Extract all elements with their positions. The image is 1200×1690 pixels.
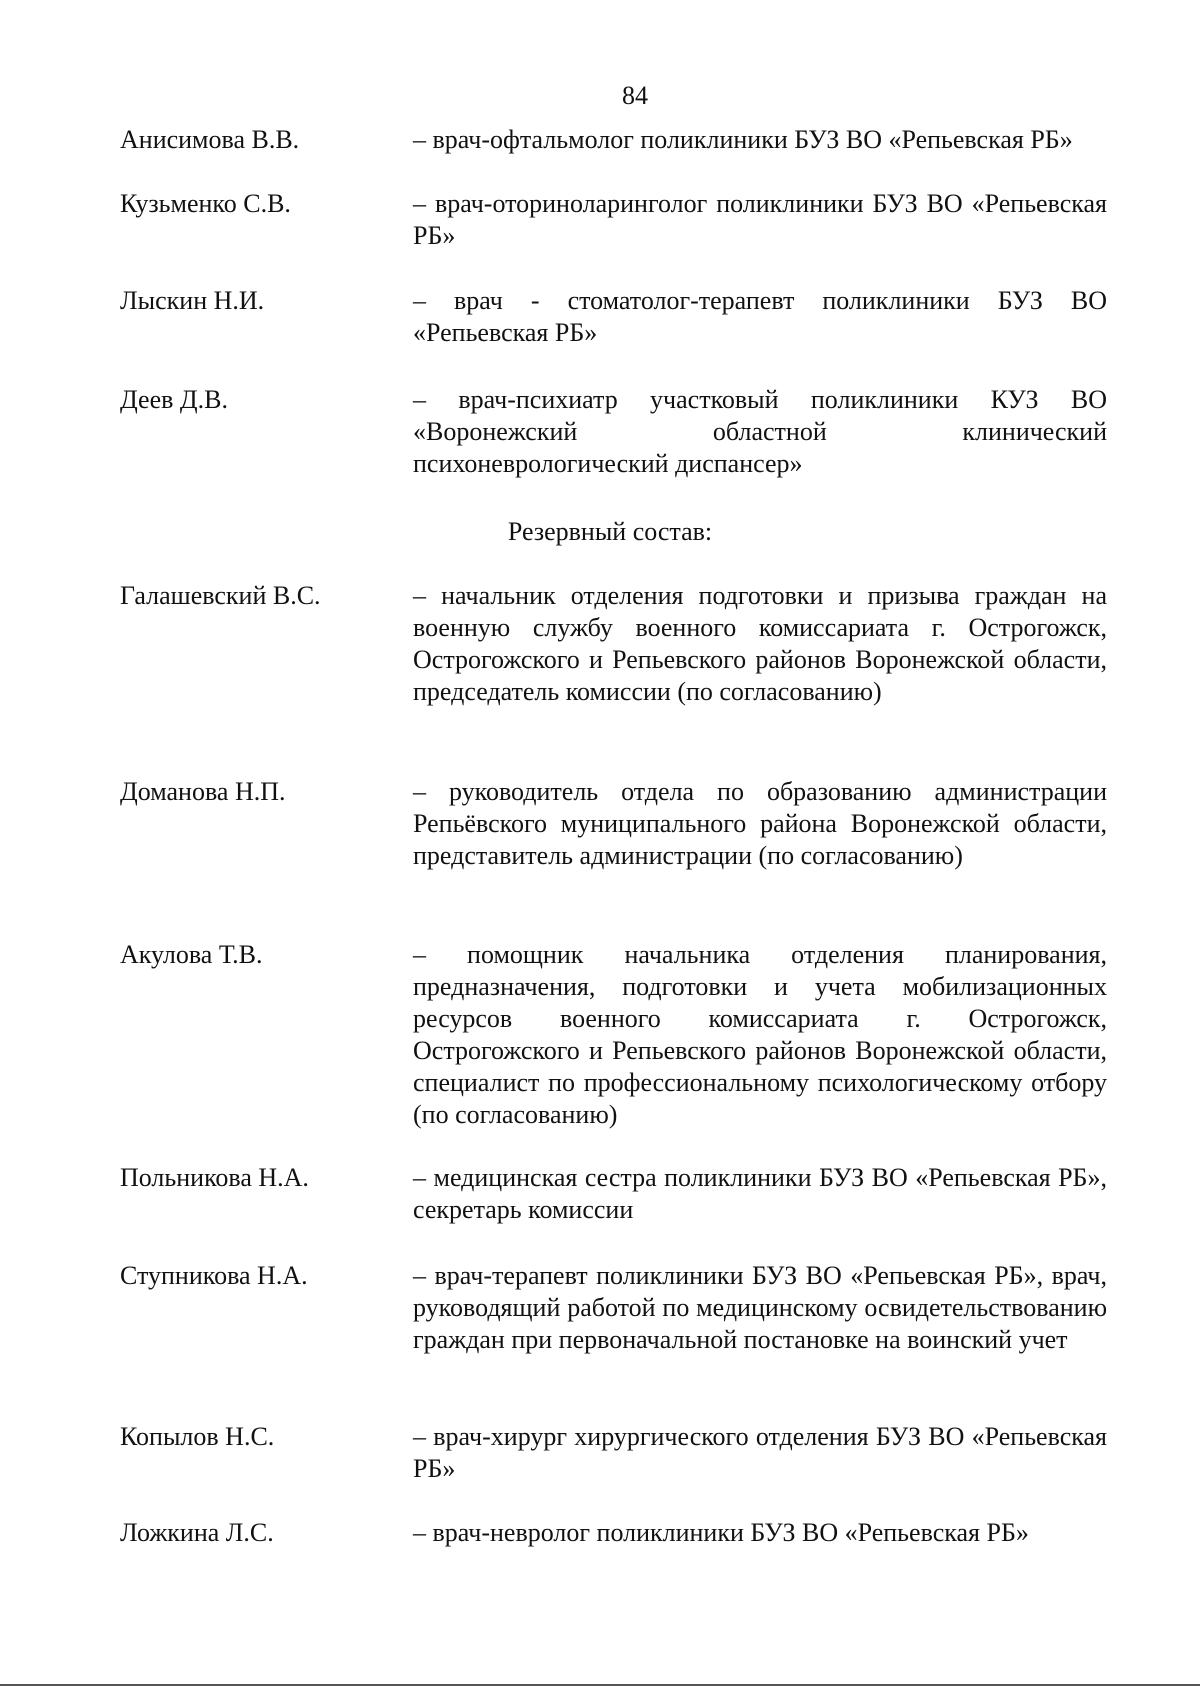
member-position: – медицинская сестра поликлиники БУЗ ВО «Репьевская РБ», секретарь комиссии — [413, 1163, 1107, 1224]
member-position: – врач-терапевт поликлиники БУЗ ВО «Репьевская РБ», врач, руководящий работой по медицинскому освидетельствованию граждан при первоначальной постановке на воинский учет — [413, 1261, 1107, 1354]
member-name: Польникова Н.А. — [120, 1163, 309, 1192]
member-position: – врач-невролог поликлиники БУЗ ВО «Репьевская РБ» — [413, 1518, 1029, 1547]
member-position: – врач-психиатр участковый поликлиники КУЗ ВО «Воронежский областной клинический психоневрологический диспансер» — [413, 385, 1107, 478]
member-position: – врач - стоматолог-терапевт поликлиники БУЗ ВО «Репьевская РБ» — [413, 286, 1107, 347]
member-name: Деев Д.В. — [120, 385, 228, 414]
member-name: Лыскин Н.И. — [120, 286, 265, 315]
section-heading: Резервный состав: — [507, 517, 713, 546]
page-number: 84 — [622, 81, 648, 110]
member-name: Доманова Н.П. — [120, 777, 286, 806]
member-position: – помощник начальника отделения планирования, предназначения, подготовки и учета мобилизационных ресурсов военного комиссариата г. Острогожск, Острогожского и Репьевского районов Воронежской области, специалист по профессиональному психологическому отбору (по согласованию) — [413, 940, 1107, 1129]
member-name: Галашевский В.С. — [120, 581, 321, 610]
member-position: – руководитель отдела по образованию администрации Репьёвского муниципального района Воронежской области, представитель администрации (по согласованию) — [413, 777, 1107, 870]
bottom-rule — [0, 1684, 1200, 1686]
member-name: Анисимова В.В. — [120, 125, 300, 154]
member-name: Ложкина Л.С. — [120, 1518, 274, 1547]
member-position: – врач-хирург хирургического отделения БУЗ ВО «Репьевская РБ» — [413, 1422, 1107, 1483]
member-position: – начальник отделения подготовки и призыва граждан на военную службу военного комиссариата г. Острогожск, Острогожского и Репьевского районов Воронежской области, председатель комиссии (по согласованию) — [413, 581, 1107, 706]
member-position: – врач-офтальмолог поликлиники БУЗ ВО «Репьевская РБ» — [413, 125, 1073, 154]
member-name: Кузьменко С.В. — [120, 189, 291, 218]
member-name: Акулова Т.В. — [120, 940, 263, 969]
member-name: Ступникова Н.А. — [120, 1261, 308, 1290]
member-position: – врач-оториноларинголог поликлиники БУЗ ВО «Репьевская РБ» — [413, 189, 1107, 250]
member-name: Копылов Н.С. — [120, 1422, 275, 1451]
